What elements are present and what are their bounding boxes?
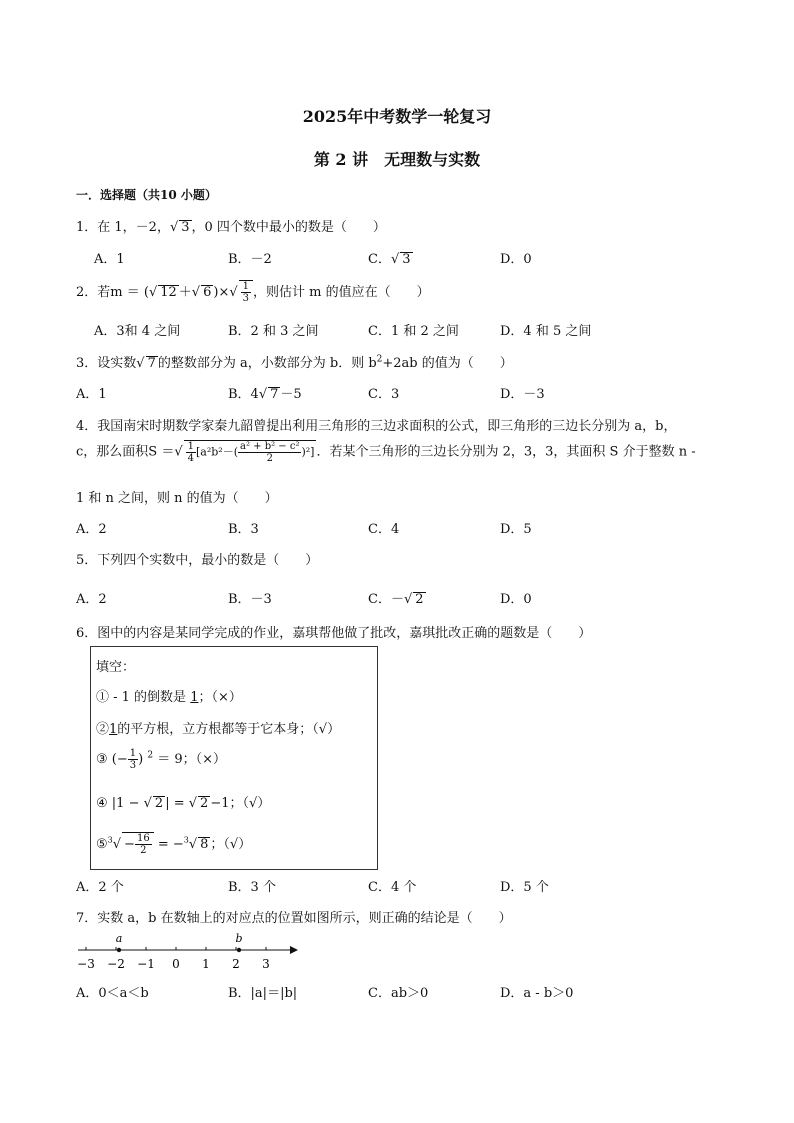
point-b bbox=[237, 948, 241, 952]
q3-option-b[interactable]: B．4√ 7 －5 bbox=[228, 387, 302, 402]
q6-option-d[interactable]: D．5 个 bbox=[500, 880, 549, 895]
q1-option-d[interactable]: D．0 bbox=[500, 252, 532, 267]
q3-option-d[interactable]: D．－3 bbox=[500, 387, 545, 402]
q3-option-a[interactable]: A．1 bbox=[76, 387, 107, 402]
question-4-line-2: c，那么面积S ＝√ $\frac{1}{4}$ [a²b²－( $\frac{\text{a² + b² − c²}}{2}$ )²] ．若某个三角形的三边长分别为 2，3，3，其面积 S 介于整数 n - bbox=[76, 441, 696, 464]
page-title: 2025年中考数学一轮复习 bbox=[302, 107, 492, 126]
number-line-tick-label: 1 bbox=[202, 957, 210, 971]
question-3-stem: 3．设实数√ 7 的整数部分为 a，小数部分为 b．则 $b^2+2ab$ 的值为（ ） bbox=[76, 354, 513, 371]
q7-option-c[interactable]: C．ab＞0 bbox=[368, 986, 429, 1001]
q1-option-a[interactable]: A．1 bbox=[94, 252, 125, 267]
number-line-tick-label: −3 bbox=[77, 957, 95, 971]
q5-option-a[interactable]: A．2 bbox=[76, 592, 107, 607]
question-2-stem: 2．若m ＝ (√ 12 ＋√ 6 )×√ $\frac{1}{3}$ ，则估计 m 的值应在（ ） bbox=[76, 281, 430, 304]
q6-option-b[interactable]: B．3 个 bbox=[228, 880, 276, 895]
number-line-tick-label: −1 bbox=[137, 957, 155, 971]
q1-option-c[interactable]: C．√ 3 bbox=[368, 252, 411, 267]
q4-option-b[interactable]: B．3 bbox=[228, 522, 259, 537]
question-4-line-1: 4．我国南宋时期数学家秦九韶曾提出利用三角形的三边求面积的公式，即三角形的三边长分别为 a，b， bbox=[76, 419, 677, 434]
q2-option-d[interactable]: D．4 和 5 之间 bbox=[500, 324, 592, 339]
q4-option-c[interactable]: C．4 bbox=[368, 522, 400, 537]
q7-option-a[interactable]: A．0＜a＜b bbox=[76, 986, 149, 1001]
homework-item-3: ③ (− $\frac{1}{3}$ ) $^2$ ＝ 9；（×） bbox=[96, 748, 227, 771]
q6-option-a[interactable]: A．2 个 bbox=[76, 880, 124, 895]
q2-option-b[interactable]: B．2 和 3 之间 bbox=[228, 324, 319, 339]
number-line-tick-label: 0 bbox=[172, 957, 180, 971]
question-5-stem: 5．下列四个实数中，最小的数是（ ） bbox=[76, 553, 319, 568]
q5-option-c[interactable]: C．－√ 2 bbox=[368, 592, 424, 607]
question-1-stem: 1．在 1，－2，√ 3 ，0 四个数中最小的数是（ ） bbox=[76, 220, 386, 235]
q1-option-b[interactable]: B．－2 bbox=[228, 252, 272, 267]
number-line-tick-label: 2 bbox=[232, 957, 240, 971]
section-heading: 一．选择题（共10 小题） bbox=[76, 188, 217, 202]
question-6-stem: 6．图中的内容是某同学完成的作业，嘉琪帮他做了批改，嘉琪批改正确的题数是（ ） bbox=[76, 626, 592, 641]
homework-item-5: ⑤$^3$√ − $\frac{16}{2}$ = −$^3$√ 8 ；（√） bbox=[96, 833, 252, 856]
homework-box-title: 填空： bbox=[96, 660, 136, 675]
number-line-tick-label: 3 bbox=[262, 957, 270, 971]
q2-option-a[interactable]: A．3和 4 之间 bbox=[94, 324, 181, 339]
page-subtitle: 第 2 讲 无理数与实数 bbox=[313, 150, 481, 169]
q2-option-c[interactable]: C．1 和 2 之间 bbox=[368, 324, 459, 339]
point-a-label: a bbox=[115, 932, 123, 945]
homework-item-4: ④ |1 − √ 2 | = √ 2 −1；（√） bbox=[96, 796, 271, 811]
q3-option-c[interactable]: C．3 bbox=[368, 387, 400, 402]
q4-option-d[interactable]: D．5 bbox=[500, 522, 532, 537]
q5-option-d[interactable]: D．0 bbox=[500, 592, 532, 607]
question-7-stem: 7．实数 a，b 在数轴上的对应点的位置如图所示，则正确的结论是（ ） bbox=[76, 911, 512, 926]
number-line bbox=[70, 928, 310, 976]
q7-option-d[interactable]: D．a - b＞0 bbox=[500, 986, 574, 1001]
homework-item-2: ②1的平方根，立方根都等于它本身；（√） bbox=[96, 722, 341, 737]
q5-option-b[interactable]: B．－3 bbox=[228, 592, 272, 607]
point-b-label: b bbox=[235, 932, 243, 945]
q7-option-b[interactable]: B．|a|＝|b| bbox=[228, 986, 298, 1001]
point-a bbox=[117, 948, 121, 952]
q6-option-c[interactable]: C．4 个 bbox=[368, 880, 417, 895]
number-line-tick-label: −2 bbox=[107, 957, 125, 971]
homework-item-1: ① - 1 的倒数是 1；（×） bbox=[96, 690, 242, 705]
question-4-line-3: 1 和 n 之间，则 n 的值为（ ） bbox=[76, 491, 278, 506]
number-line-arrow-icon bbox=[290, 946, 298, 954]
q4-option-a[interactable]: A．2 bbox=[76, 522, 107, 537]
